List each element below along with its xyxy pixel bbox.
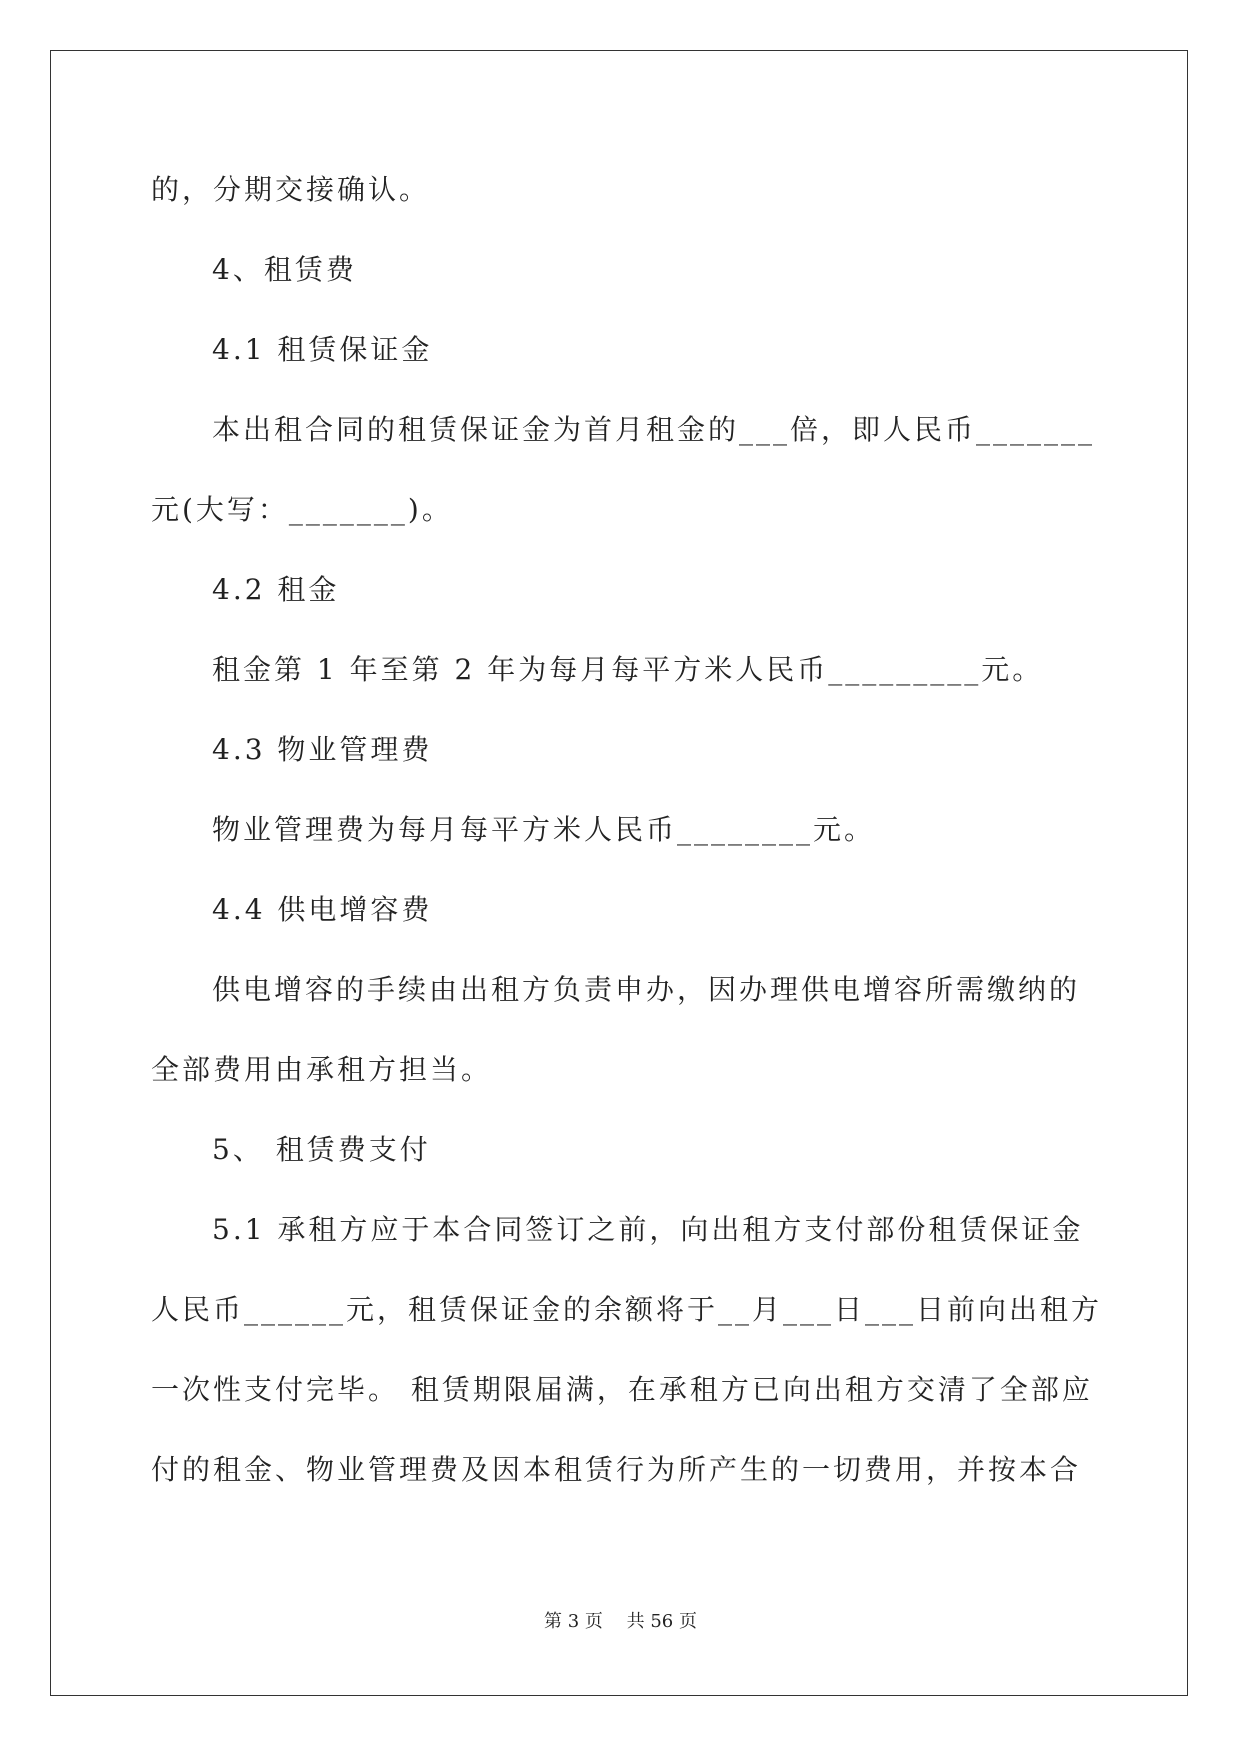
text-line-11: 供电增容的手续由出租方负责申办，因办理供电增容所需缴纳的	[212, 973, 1081, 1006]
subheading-4-2: 4.2 租金	[212, 573, 340, 606]
text-line-9: 物业管理费为每月每平方米人民币________元。	[212, 813, 876, 846]
subheading-4-3: 4.3 物业管理费	[212, 733, 433, 766]
text-line-12: 全部费用由承租方担当。	[151, 1053, 493, 1086]
subheading-4-1: 4.1 租赁保证金	[212, 333, 433, 366]
page-number-footer: 第 3 页 共 56 页	[544, 1611, 697, 1632]
subheading-4-4: 4.4 供电增容费	[212, 893, 433, 926]
text-line-1: 的，分期交接确认。	[151, 173, 431, 206]
text-line-7: 租金第 1 年至第 2 年为每月每平方米人民币_________元。	[212, 653, 1044, 686]
page-border	[50, 50, 1188, 1696]
section-heading-5: 5、 租赁费支付	[212, 1133, 431, 1166]
text-line-15: 人民币______元，租赁保证金的余额将于__月___日___日前向出租方	[151, 1293, 1103, 1326]
text-line-5: 元(大写：_______)。	[151, 493, 453, 526]
text-line-16: 一次性支付完毕。 租赁期限届满，在承租方已向出租方交清了全部应	[151, 1373, 1093, 1406]
section-heading-4: 4、租赁费	[212, 253, 357, 286]
text-line-14: 5.1 承租方应于本合同签订之前，向出租方支付部份租赁保证金	[212, 1213, 1084, 1246]
text-line-17: 付的租金、物业管理费及因本租赁行为所产生的一切费用，并按本合	[151, 1453, 1082, 1486]
text-line-4: 本出租合同的租赁保证金为首月租金的___倍，即人民币_______	[212, 413, 1096, 446]
